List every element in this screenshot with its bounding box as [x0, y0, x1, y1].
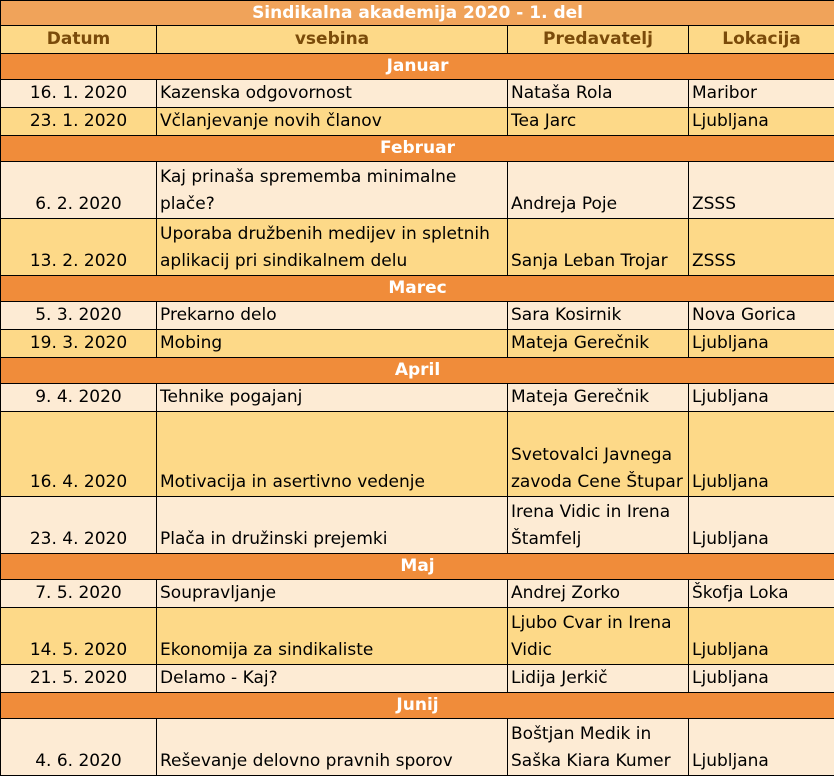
- cell-date: 5. 3. 2020: [1, 302, 157, 330]
- cell-lecturer: Sara Kosirnik: [508, 302, 689, 330]
- cell-date: 7. 5. 2020: [1, 580, 157, 608]
- cell-content: Uporaba družbenih medijev in spletnih aplikacij pri sindikalnem delu: [157, 219, 508, 276]
- table-row: [1, 219, 834, 276]
- table-title: Sindikalna akademija 2020 - 1. del: [1, 1, 834, 26]
- table-row: [1, 80, 834, 108]
- cell-date: 4. 6. 2020: [1, 719, 157, 776]
- header-row: [1, 26, 834, 54]
- month-row: [1, 358, 834, 384]
- month-row: [1, 276, 834, 302]
- cell-content: Motivacija in asertivno vedenje: [157, 412, 508, 497]
- title-row: [1, 1, 834, 26]
- month-label: April: [1, 358, 834, 384]
- cell-location: ZSSS: [689, 162, 834, 219]
- cell-lecturer: Lidija Jerkič: [508, 665, 689, 693]
- cell-date: 16. 1. 2020: [1, 80, 157, 108]
- cell-lecturer: Nataša Rola: [508, 80, 689, 108]
- month-label: Maj: [1, 554, 834, 580]
- cell-content: Tehnike pogajanj: [157, 384, 508, 412]
- cell-content: Ekonomija za sindikaliste: [157, 608, 508, 665]
- header-lecturer: Predavatelj: [508, 26, 689, 54]
- table-row: [1, 608, 834, 665]
- month-label: Januar: [1, 54, 834, 80]
- cell-lecturer: Svetovalci Javnega zavoda Cene Štupar: [508, 412, 689, 497]
- cell-lecturer: Mateja Gerečnik: [508, 330, 689, 358]
- cell-content: Plača in družinski prejemki: [157, 497, 508, 554]
- table-row: [1, 330, 834, 358]
- cell-content: Kazenska odgovornost: [157, 80, 508, 108]
- cell-lecturer: Boštjan Medik in Saška Kiara Kumer: [508, 719, 689, 776]
- table-row: [1, 108, 834, 136]
- cell-location: Ljubljana: [689, 384, 834, 412]
- header-date: Datum: [1, 26, 157, 54]
- cell-date: 13. 2. 2020: [1, 219, 157, 276]
- table-row: [1, 497, 834, 554]
- cell-date: 9. 4. 2020: [1, 384, 157, 412]
- cell-location: Ljubljana: [689, 108, 834, 136]
- month-row: [1, 54, 834, 80]
- cell-date: 19. 3. 2020: [1, 330, 157, 358]
- cell-content: Kaj prinaša sprememba minimalne plače?: [157, 162, 508, 219]
- month-row: [1, 693, 834, 719]
- cell-content: Prekarno delo: [157, 302, 508, 330]
- cell-date: 23. 4. 2020: [1, 497, 157, 554]
- cell-lecturer: Irena Vidic in Irena Štamfelj: [508, 497, 689, 554]
- cell-location: Ljubljana: [689, 719, 834, 776]
- cell-lecturer: Andreja Poje: [508, 162, 689, 219]
- cell-lecturer: Tea Jarc: [508, 108, 689, 136]
- month-row: [1, 136, 834, 162]
- cell-lecturer: Ljubo Cvar in Irena Vidic: [508, 608, 689, 665]
- cell-date: 21. 5. 2020: [1, 665, 157, 693]
- cell-location: Ljubljana: [689, 412, 834, 497]
- cell-location: Škofja Loka: [689, 580, 834, 608]
- cell-lecturer: Andrej Zorko: [508, 580, 689, 608]
- table-row: [1, 580, 834, 608]
- cell-content: Delamo - Kaj?: [157, 665, 508, 693]
- header-location: Lokacija: [689, 26, 834, 54]
- cell-location: Nova Gorica: [689, 302, 834, 330]
- cell-date: 23. 1. 2020: [1, 108, 157, 136]
- cell-content: Včlanjevanje novih članov: [157, 108, 508, 136]
- table-row: [1, 665, 834, 693]
- month-label: Februar: [1, 136, 834, 162]
- cell-location: Ljubljana: [689, 608, 834, 665]
- table-row: [1, 412, 834, 497]
- cell-location: Ljubljana: [689, 330, 834, 358]
- table-row: [1, 302, 834, 330]
- cell-date: 6. 2. 2020: [1, 162, 157, 219]
- table-row: [1, 719, 834, 776]
- cell-content: Soupravljanje: [157, 580, 508, 608]
- cell-content: Mobing: [157, 330, 508, 358]
- cell-location: Maribor: [689, 80, 834, 108]
- cell-date: 14. 5. 2020: [1, 608, 157, 665]
- table-row: [1, 384, 834, 412]
- cell-date: 16. 4. 2020: [1, 412, 157, 497]
- cell-lecturer: Mateja Gerečnik: [508, 384, 689, 412]
- month-label: Marec: [1, 276, 834, 302]
- header-content: vsebina: [157, 26, 508, 54]
- cell-location: Ljubljana: [689, 497, 834, 554]
- table-row: [1, 162, 834, 219]
- cell-lecturer: Sanja Leban Trojar: [508, 219, 689, 276]
- cell-location: Ljubljana: [689, 665, 834, 693]
- month-row: [1, 554, 834, 580]
- cell-location: ZSSS: [689, 219, 834, 276]
- cell-content: Reševanje delovno pravnih sporov: [157, 719, 508, 776]
- month-label: Junij: [1, 693, 834, 719]
